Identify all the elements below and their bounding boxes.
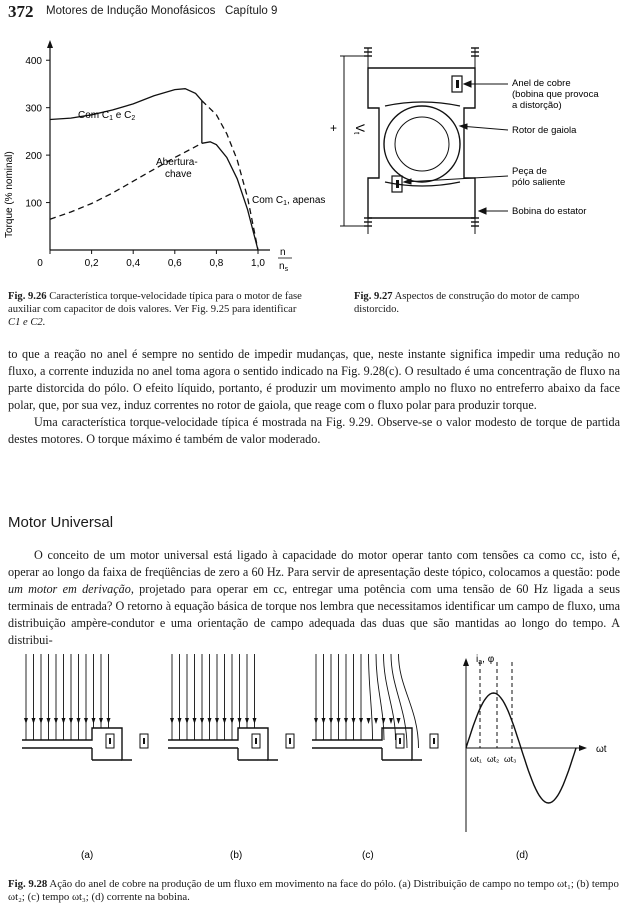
x-tick-label: 0 <box>37 258 43 269</box>
panel-label-c: (c) <box>362 850 374 861</box>
label-abertura: Abertura- <box>156 157 198 168</box>
page-number: 372 <box>8 2 34 21</box>
label-chave: chave <box>165 169 192 180</box>
panel-d-plot <box>463 654 607 832</box>
section-heading: Motor Universal <box>8 514 114 531</box>
panel-label-b: (b) <box>230 850 243 861</box>
paragraph-2: Uma característica torque-velocidade típica é mostrada na Fig. 9.29. Observe-se o valor modesto de torque de partida destes motores. O torque máximo é também de valor moderado. <box>8 415 620 446</box>
y-axis-label-d: $i_a$, φ <box>476 654 495 666</box>
body-text-bottom <box>8 547 620 649</box>
flux-panel-c <box>312 654 438 760</box>
x-axis-label-den: $n_s$ <box>279 261 289 273</box>
panel-label-a: (a) <box>81 850 94 861</box>
x-tick-label: 0,8 <box>209 258 224 269</box>
x-tick-label: 1,0 <box>251 258 265 269</box>
label-stator-coil: Bobina do estator <box>512 206 587 217</box>
y-ticks <box>25 56 50 209</box>
voltage-label: + <box>330 121 338 135</box>
x-ticks <box>37 250 265 269</box>
y-tick-label: 100 <box>25 198 42 210</box>
time-label-1: ωt₁ <box>470 754 482 764</box>
label-pole-2: pólo saliente <box>512 177 566 188</box>
time-label-2: ωt₂ <box>487 754 500 764</box>
label-rotor: Rotor de gaiola <box>512 125 577 136</box>
label-copper-ring-3: a distorção) <box>512 100 562 111</box>
x-tick-label: 0,6 <box>167 258 182 269</box>
stator-coil <box>364 48 479 226</box>
label-com-c1-apenas: Com $C_1$, apenas <box>252 195 326 207</box>
y-tick-label: 200 <box>25 151 42 163</box>
fig-9-28-caption: Fig. 9.28 Ação do anel de cobre na produção de um fluxo em movimento na face do pólo. (a) Distribuição de campo no tempo ωt₁; (b) tempo ωt₂; (c) tempo ωt₃; (d) corrente na bobina. <box>8 878 619 903</box>
fig-9-27-caption: Fig. 9.27 Aspectos de construção do motor de campo distorcido. <box>354 291 580 315</box>
flux-panel-a <box>22 654 148 760</box>
x-axis-label-num: n <box>280 247 286 258</box>
y-tick-label: 300 <box>25 103 42 115</box>
fig-9-27-diagram <box>330 28 625 248</box>
x-tick-label: 0,4 <box>126 258 141 269</box>
flux-panel-b <box>168 654 294 760</box>
running-title: Motores de Indução Monofásicos Capítulo 9 <box>46 5 278 17</box>
label-copper-ring-1: Anel de cobre <box>512 78 571 89</box>
y-axis-label: Torque (% nominal) <box>4 151 15 238</box>
label-com-c1-c2: Com $C_1$ e $C_2$ <box>78 110 136 122</box>
panel-label-d: (d) <box>516 850 529 861</box>
series-line-3 <box>202 142 258 250</box>
series-line-2 <box>50 143 202 219</box>
y-tick-label: 400 <box>25 56 42 68</box>
label-copper-ring-2: (bobina que provoca <box>512 89 599 100</box>
time-label-3: ωt₃ <box>504 754 517 764</box>
fig-9-26-chart <box>0 28 326 278</box>
label-pole-1: Peça de <box>512 166 547 177</box>
series-line-1 <box>202 101 258 250</box>
paragraph-3: O conceito de um motor universal está ligado à capacidade do motor operar tanto com tensões ca como cc, isto é, operar ao longo da faixa de freqüências de zero a 60 Hz. Para servir de apresentação deste tópico, colocamos a questão: pode um motor em derivação, projetado para operar em cc, entregar uma potência com uma tensão de 60 Hz ligada a seus terminais de entrada? O retorno à equação básica de torque nos lembra que necessitamos identificar um campo de fluxo, uma distribuição ampère-condutor e uma orientação de campo adequada das duas que são mantidas ao longo do tempo. A distribui- <box>8 548 620 647</box>
x-axis-label-d: ωt <box>596 744 607 755</box>
fig-9-28-diagram <box>0 648 628 870</box>
fig-9-26-caption: Fig. 9.26 Característica torque-velocidade típica para o motor de fase auxiliar com capacitor de dois valores. Ver Fig. 9.25 para identificar C1 e C2. <box>8 291 302 328</box>
body-text-top <box>8 346 620 448</box>
x-tick-label: 0,2 <box>84 258 99 269</box>
voltage-vt: Vt <box>352 124 367 135</box>
y-axis-arrow-icon <box>47 40 53 48</box>
paragraph-1: to que a reação no anel é sempre no sentido de impedir mudanças, que, neste instante significa impedir uma redução no fluxo, a corrente induzida no anel toma agora o sentido indicado na Fig. 9.28(c). O resultado é uma concentração de fluxo na parte distorcida do pólo. O efeito líquido, portanto, é produzir um movimento amplo no fluxo no entreferro abaixo da face polar, que, por sua vez, induz correntes no rotor de gaiola, que reage com o fluxo polar para produzir torque. <box>8 347 620 412</box>
